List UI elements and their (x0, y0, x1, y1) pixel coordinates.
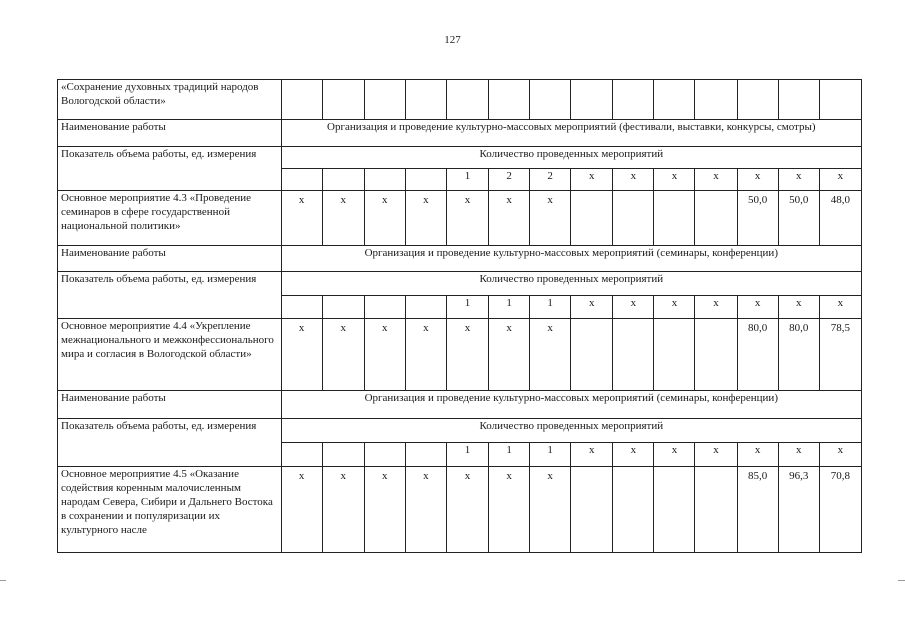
table-cell (695, 319, 737, 391)
table-cell: x (405, 191, 446, 246)
table-cell: 96,3 (778, 467, 819, 553)
table-row-activity-4-3 (58, 191, 862, 246)
table-cell: 1 (446, 443, 488, 467)
table-cell: 2 (489, 169, 530, 191)
table-cell (364, 80, 405, 120)
table-cell (695, 191, 737, 246)
work-name-text: Организация и проведение культурно-массовых мероприятий (фестивали, выставки, конкурсы, смотры) (281, 120, 861, 147)
table-cell: 70,8 (819, 467, 861, 553)
program-table (57, 79, 862, 553)
table-cell: x (571, 296, 613, 319)
table-cell (613, 319, 654, 391)
table-cell (281, 443, 322, 467)
table-cell (819, 80, 861, 120)
table-cell (281, 169, 322, 191)
table-cell (654, 191, 695, 246)
table-cell (571, 80, 613, 120)
right-edge-mark (898, 580, 905, 581)
table-cell: 2 (530, 169, 571, 191)
table-cell: x (819, 296, 861, 319)
table-cell: x (695, 296, 737, 319)
table-cell: 50,0 (737, 191, 778, 246)
table-cell (613, 80, 654, 120)
table-cell: x (530, 467, 571, 553)
table-cell: 1 (530, 296, 571, 319)
table-cell: x (613, 296, 654, 319)
table-cell: x (489, 319, 530, 391)
table-cell: x (446, 319, 488, 391)
table-cell: x (364, 319, 405, 391)
row-label: Основное мероприятие 4.5 «Оказание содействия коренным малочисленным народам Севера, Сибири и Дальнего Востока в сохранении и популяризации их культурного насле (58, 467, 282, 553)
table-cell: x (405, 467, 446, 553)
table-cell: x (322, 319, 364, 391)
table-cell: x (613, 169, 654, 191)
table-cell: 1 (446, 169, 488, 191)
table-cell: x (778, 443, 819, 467)
row-label: Показатель объема работы, ед. измерения (58, 272, 282, 319)
row-label: Наименование работы (58, 246, 282, 272)
table-row-work-name (58, 120, 862, 147)
table-cell: x (489, 467, 530, 553)
table-cell: x (737, 169, 778, 191)
table-cell (322, 296, 364, 319)
table-row-indicator (58, 419, 862, 443)
table-cell: x (364, 467, 405, 553)
table-cell: x (281, 319, 322, 391)
table-cell: x (778, 169, 819, 191)
table-row-indicator (58, 147, 862, 169)
table-cell: x (322, 467, 364, 553)
table-cell (322, 169, 364, 191)
table-cell: x (695, 443, 737, 467)
table-cell: x (322, 191, 364, 246)
table-cell: x (364, 191, 405, 246)
indicator-text: Количество проведенных мероприятий (281, 147, 861, 169)
table-cell (654, 80, 695, 120)
table-cell (613, 191, 654, 246)
table-cell: 1 (489, 296, 530, 319)
table-cell (405, 443, 446, 467)
table-cell: 80,0 (737, 319, 778, 391)
table-cell (446, 80, 488, 120)
table-cell (405, 296, 446, 319)
table-cell: x (695, 169, 737, 191)
table-row-work-name (58, 391, 862, 419)
table-cell: x (405, 319, 446, 391)
table-cell: x (530, 319, 571, 391)
table-cell: 48,0 (819, 191, 861, 246)
table-cell (530, 80, 571, 120)
table-cell: 80,0 (778, 319, 819, 391)
table-cell: x (530, 191, 571, 246)
work-name-text: Организация и проведение культурно-массовых мероприятий (семинары, конференции) (281, 391, 861, 419)
table-cell: x (654, 169, 695, 191)
work-name-text: Организация и проведение культурно-массовых мероприятий (семинары, конференции) (281, 246, 861, 272)
table-cell (613, 467, 654, 553)
table-cell (571, 467, 613, 553)
row-label: Показатель объема работы, ед. измерения (58, 419, 282, 467)
row-label: «Сохранение духовных традиций народов Вологодской области» (58, 80, 282, 120)
row-label: Наименование работы (58, 391, 282, 419)
table-cell: 1 (446, 296, 488, 319)
table-cell: 85,0 (737, 467, 778, 553)
table-cell (737, 80, 778, 120)
table-cell (778, 80, 819, 120)
table-cell: x (446, 467, 488, 553)
table-cell: x (819, 169, 861, 191)
table-cell (405, 169, 446, 191)
table-cell (571, 191, 613, 246)
table-cell (654, 319, 695, 391)
table-cell: x (446, 191, 488, 246)
table-cell: x (778, 296, 819, 319)
row-label: Основное мероприятие 4.4 «Укрепление межнационального и межконфессионального мира и согласия в Вологодской области» (58, 319, 282, 391)
row-label: Основное мероприятие 4.3 «Проведение семинаров в сфере государственной национальной политики» (58, 191, 282, 246)
table-cell: x (737, 443, 778, 467)
table-cell (281, 80, 322, 120)
table-cell: x (571, 443, 613, 467)
table-row-activity-title (58, 80, 862, 120)
table-cell: x (654, 296, 695, 319)
left-edge-mark (0, 580, 6, 581)
table-cell: x (654, 443, 695, 467)
table-cell: x (281, 191, 322, 246)
table-cell: x (281, 467, 322, 553)
row-label: Наименование работы (58, 120, 282, 147)
table-cell (654, 467, 695, 553)
page-number: 127 (444, 34, 461, 46)
table-cell (322, 443, 364, 467)
table-cell (405, 80, 446, 120)
table-cell: x (737, 296, 778, 319)
table-cell (281, 296, 322, 319)
table-row-work-name (58, 246, 862, 272)
table-cell (571, 319, 613, 391)
row-label: Показатель объема работы, ед. измерения (58, 147, 282, 191)
table-cell (364, 296, 405, 319)
table-cell: 50,0 (778, 191, 819, 246)
table-cell (364, 169, 405, 191)
table-cell (695, 80, 737, 120)
table-cell: 1 (489, 443, 530, 467)
indicator-text: Количество проведенных мероприятий (281, 419, 861, 443)
table-cell (489, 80, 530, 120)
indicator-text: Количество проведенных мероприятий (281, 272, 861, 296)
table-row-activity-4-5 (58, 467, 862, 553)
table-cell: 78,5 (819, 319, 861, 391)
table-row-indicator (58, 272, 862, 296)
table-cell (695, 467, 737, 553)
table-cell (322, 80, 364, 120)
table-cell (364, 443, 405, 467)
table-cell: x (819, 443, 861, 467)
table-cell: x (571, 169, 613, 191)
table-cell: x (613, 443, 654, 467)
table-cell: 1 (530, 443, 571, 467)
table-cell: x (489, 191, 530, 246)
table-row-activity-4-4 (58, 319, 862, 391)
